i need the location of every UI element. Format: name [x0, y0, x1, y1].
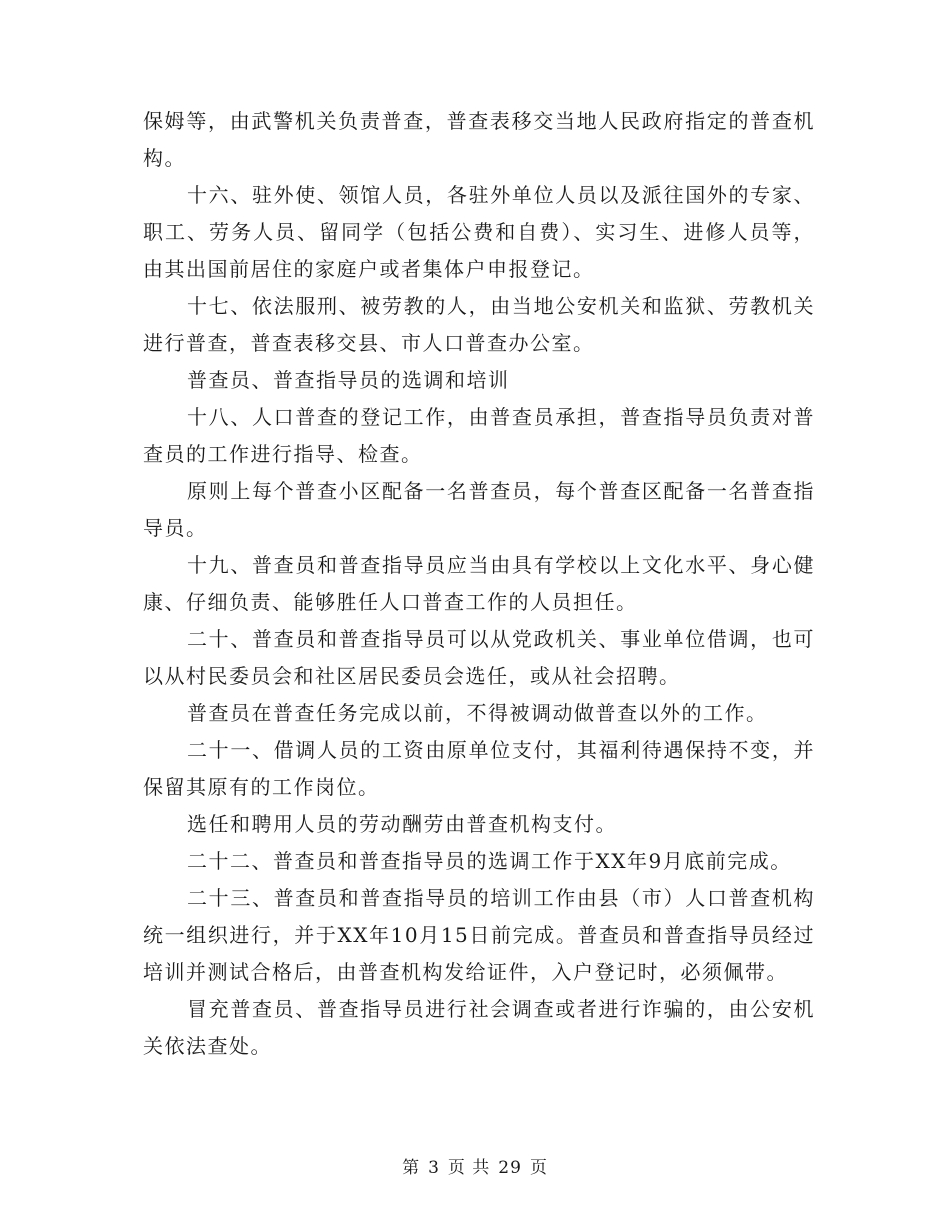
paragraph: 二十三、普查员和普查指导员的培训工作由县（市）人口普查机构统一组织进行，并于XX年10月15日前完成。普查员和普查指导员经过培训并测试合格后，由普查机构发给证件，入户登记时，必须佩带。 [143, 886, 815, 984]
paragraph: 原则上每个普查小区配备一名普查员，每个普查区配备一名普查指导员。 [143, 479, 815, 540]
current-page-number: 3 [428, 1158, 440, 1178]
footer-middle: 页 共 [447, 1158, 491, 1178]
footer-prefix: 第 [402, 1158, 421, 1178]
paragraph: 十七、依法服刑、被劳教的人，由当地公安机关和监狱、劳教机关进行普查，普查表移交县、市人口普查办公室。 [143, 294, 815, 355]
paragraph: 保姆等，由武警机关负责普查，普查表移交当地人民政府指定的普查机构。 [143, 109, 815, 170]
total-pages-number: 29 [498, 1158, 522, 1178]
section-heading: 普查员、普查指导员的选调和培训 [187, 368, 510, 392]
document-body [143, 103, 815, 1065]
footer-suffix: 页 [529, 1158, 548, 1178]
paragraph: 二十二、普查员和普查指导员的选调工作于XX年9月底前完成。 [187, 849, 792, 873]
paragraph: 选任和聘用人员的劳动酬劳由普查机构支付。 [187, 812, 617, 836]
paragraph: 普查员在普查任务完成以前，不得被调动做普查以外的工作。 [187, 701, 768, 725]
paragraph: 冒充普查员、普查指导员进行社会调查或者进行诈骗的，由公安机关依法查处。 [143, 997, 815, 1058]
paragraph: 二十一、借调人员的工资由原单位支付，其福利待遇保持不变，并保留其原有的工作岗位。 [143, 738, 815, 799]
paragraph: 十九、普查员和普查指导员应当由具有学校以上文化水平、身心健康、仔细负责、能够胜任人口普查工作的人员担任。 [143, 553, 815, 614]
paragraph: 十六、驻外使、领馆人员，各驻外单位人员以及派往国外的专家、职工、劳务人员、留同学（包括公费和自费）、实习生、进修人员等，由其出国前居住的家庭户或者集体户申报登记。 [143, 183, 815, 281]
page-footer [0, 1153, 950, 1178]
paragraph: 十八、人口普查的登记工作，由普查员承担，普查指导员负责对普查员的工作进行指导、检查。 [143, 405, 815, 466]
paragraph: 二十、普查员和普查指导员可以从党政机关、事业单位借调，也可以从村民委员会和社区居民委员会选任，或从社会招聘。 [143, 627, 815, 688]
